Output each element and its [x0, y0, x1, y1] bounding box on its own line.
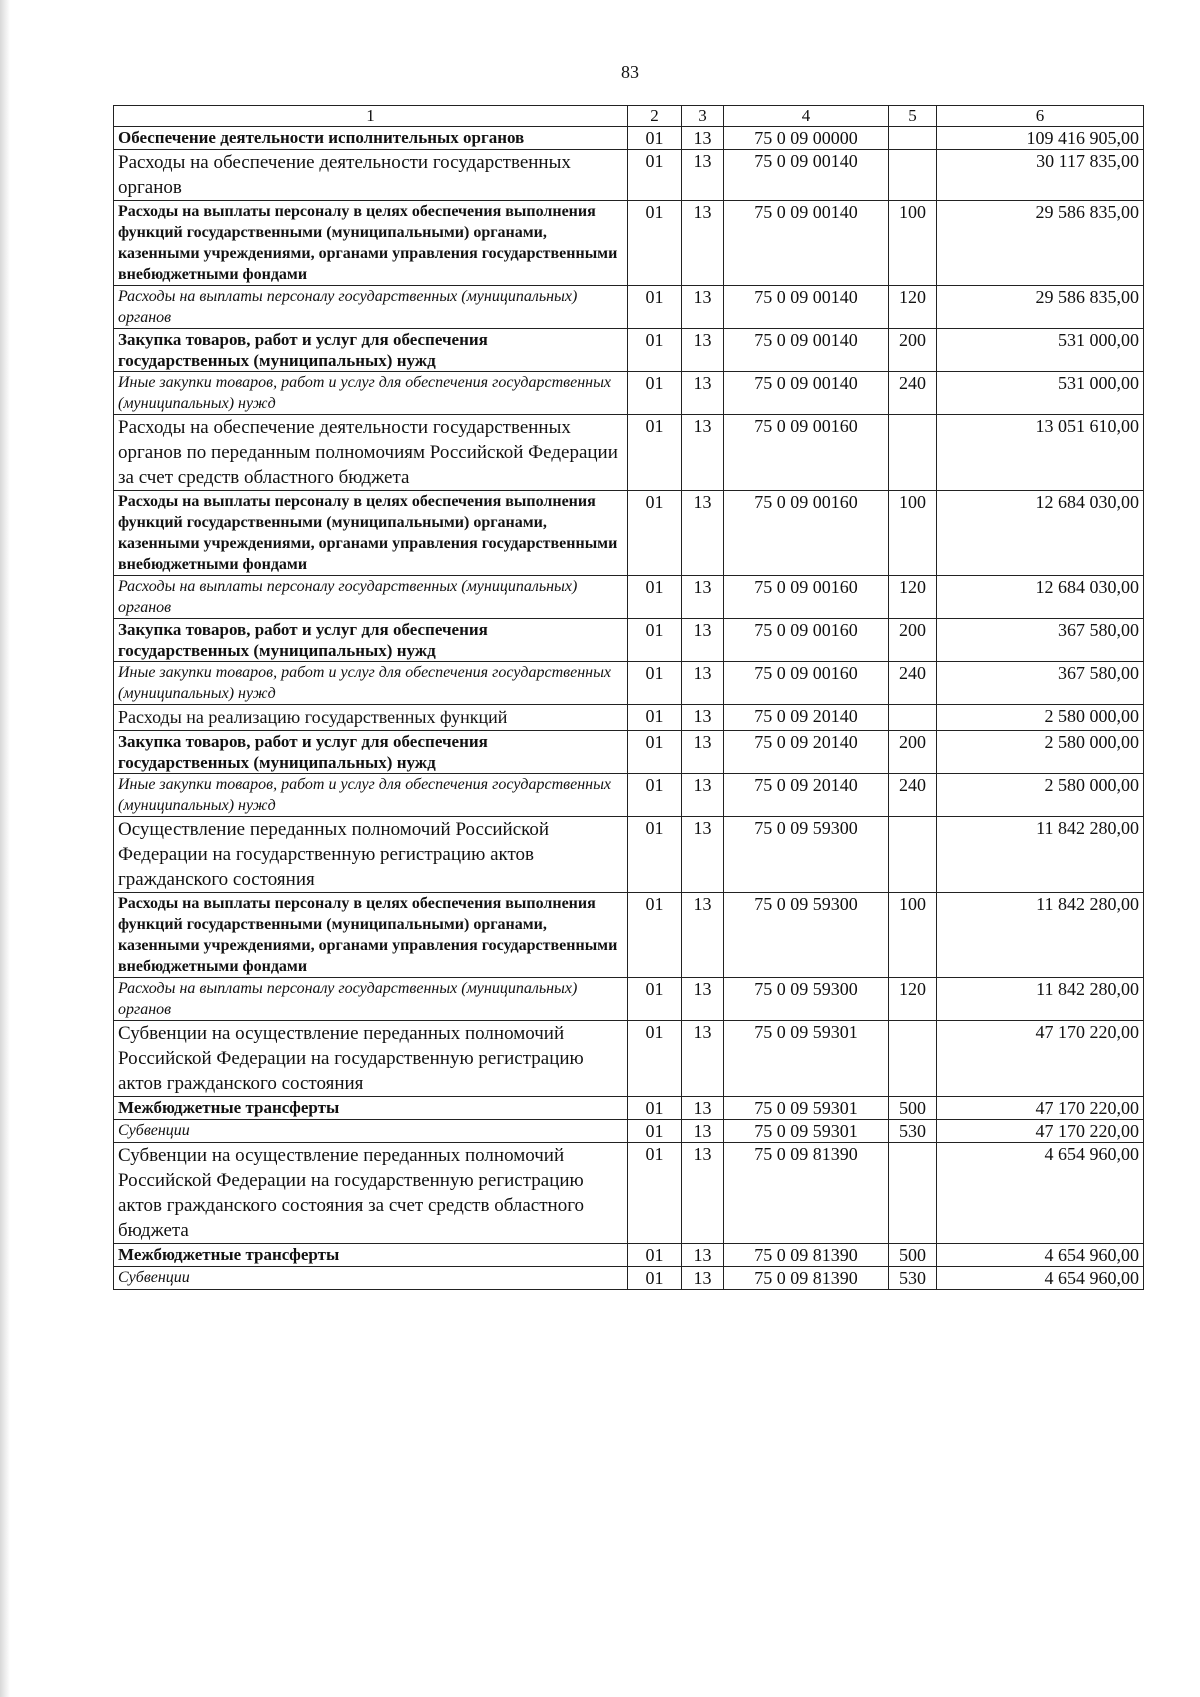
expense-type-code-cell: 240 — [889, 372, 937, 415]
header-cell-5: 5 — [889, 106, 937, 127]
subsection-code-cell: 13 — [682, 1267, 724, 1290]
table-row — [114, 893, 1144, 978]
table-row — [114, 415, 1144, 491]
subsection-code-cell: 13 — [682, 1120, 724, 1143]
amount-cell: 47 170 220,00 — [937, 1120, 1144, 1143]
expense-name-cell: Расходы на выплаты персоналу в целях обеспечения выполнения функций государственными (муниципальными) органами, казенными учреждениями, органами управления государственными внебюджетными фондами — [114, 491, 628, 576]
expense-type-code-cell — [889, 1143, 937, 1244]
amount-cell: 2 580 000,00 — [937, 705, 1144, 731]
target-article-code-cell: 75 0 09 59301 — [724, 1120, 889, 1143]
expense-name-cell: Субвенции — [114, 1267, 628, 1290]
expense-name-cell: Иные закупки товаров, работ и услуг для обеспечения государственных (муниципальных) нужд — [114, 662, 628, 705]
header-cell-1: 1 — [114, 106, 628, 127]
expense-type-code-cell: 100 — [889, 491, 937, 576]
section-code-cell: 01 — [628, 201, 682, 286]
table-row — [114, 1143, 1144, 1244]
target-article-code-cell: 75 0 09 20140 — [724, 731, 889, 774]
subsection-code-cell: 13 — [682, 774, 724, 817]
expense-type-code-cell: 240 — [889, 774, 937, 817]
expense-type-code-cell: 500 — [889, 1244, 937, 1267]
expense-type-code-cell: 120 — [889, 576, 937, 619]
amount-cell: 4 654 960,00 — [937, 1244, 1144, 1267]
expense-name-cell: Закупка товаров, работ и услуг для обеспечения государственных (муниципальных) нужд — [114, 329, 628, 372]
expense-name-cell: Расходы на выплаты персоналу в целях обеспечения выполнения функций государственными (муниципальными) органами, казенными учреждениями, органами управления государственными внебюджетными фондами — [114, 201, 628, 286]
subsection-code-cell: 13 — [682, 329, 724, 372]
target-article-code-cell: 75 0 09 00140 — [724, 329, 889, 372]
section-code-cell: 01 — [628, 1120, 682, 1143]
subsection-code-cell: 13 — [682, 576, 724, 619]
expense-type-code-cell — [889, 705, 937, 731]
target-article-code-cell: 75 0 09 81390 — [724, 1143, 889, 1244]
subsection-code-cell: 13 — [682, 978, 724, 1021]
section-code-cell: 01 — [628, 1267, 682, 1290]
amount-cell: 4 654 960,00 — [937, 1143, 1144, 1244]
table-row — [114, 286, 1144, 329]
target-article-code-cell: 75 0 09 00160 — [724, 491, 889, 576]
expense-name-cell: Иные закупки товаров, работ и услуг для обеспечения государственных (муниципальных) нужд — [114, 774, 628, 817]
section-code-cell: 01 — [628, 150, 682, 201]
target-article-code-cell: 75 0 09 00160 — [724, 662, 889, 705]
table-row — [114, 1244, 1144, 1267]
table-row — [114, 1097, 1144, 1120]
expense-type-code-cell: 120 — [889, 978, 937, 1021]
expense-type-code-cell: 100 — [889, 893, 937, 978]
subsection-code-cell: 13 — [682, 127, 724, 150]
amount-cell: 11 842 280,00 — [937, 978, 1144, 1021]
amount-cell: 29 586 835,00 — [937, 201, 1144, 286]
expense-name-cell: Субвенции — [114, 1120, 628, 1143]
table-row — [114, 201, 1144, 286]
amount-cell: 13 051 610,00 — [937, 415, 1144, 491]
header-cell-3: 3 — [682, 106, 724, 127]
table-header-row — [114, 106, 1144, 127]
target-article-code-cell: 75 0 09 59300 — [724, 893, 889, 978]
section-code-cell: 01 — [628, 286, 682, 329]
expense-type-code-cell — [889, 817, 937, 893]
table-row — [114, 705, 1144, 731]
expense-name-cell: Расходы на выплаты персоналу государственных (муниципальных) органов — [114, 576, 628, 619]
amount-cell: 47 170 220,00 — [937, 1021, 1144, 1097]
target-article-code-cell: 75 0 09 81390 — [724, 1244, 889, 1267]
subsection-code-cell: 13 — [682, 415, 724, 491]
subsection-code-cell: 13 — [682, 1097, 724, 1120]
subsection-code-cell: 13 — [682, 619, 724, 662]
amount-cell: 29 586 835,00 — [937, 286, 1144, 329]
section-code-cell: 01 — [628, 1244, 682, 1267]
table-row — [114, 731, 1144, 774]
expense-name-cell: Обеспечение деятельности исполнительных органов — [114, 127, 628, 150]
expense-name-cell: Субвенции на осуществление переданных полномочий Российской Федерации на государственную регистрацию актов гражданского состояния за счет средств областного бюджета — [114, 1143, 628, 1244]
expense-name-cell: Расходы на обеспечение деятельности государственных органов — [114, 150, 628, 201]
table-row — [114, 774, 1144, 817]
section-code-cell: 01 — [628, 329, 682, 372]
subsection-code-cell: 13 — [682, 150, 724, 201]
target-article-code-cell: 75 0 09 59301 — [724, 1097, 889, 1120]
table-row — [114, 978, 1144, 1021]
expense-name-cell: Межбюджетные трансферты — [114, 1097, 628, 1120]
amount-cell: 11 842 280,00 — [937, 893, 1144, 978]
expense-type-code-cell: 100 — [889, 201, 937, 286]
expense-type-code-cell: 530 — [889, 1267, 937, 1290]
expense-name-cell: Расходы на выплаты персоналу государственных (муниципальных) органов — [114, 978, 628, 1021]
budget-table — [113, 105, 1144, 1290]
table-row — [114, 576, 1144, 619]
amount-cell: 2 580 000,00 — [937, 774, 1144, 817]
subsection-code-cell: 13 — [682, 286, 724, 329]
target-article-code-cell: 75 0 09 00140 — [724, 286, 889, 329]
target-article-code-cell: 75 0 09 20140 — [724, 774, 889, 817]
section-code-cell: 01 — [628, 415, 682, 491]
subsection-code-cell: 13 — [682, 662, 724, 705]
section-code-cell: 01 — [628, 893, 682, 978]
header-cell-2: 2 — [628, 106, 682, 127]
section-code-cell: 01 — [628, 1021, 682, 1097]
section-code-cell: 01 — [628, 731, 682, 774]
scan-edge-shadow — [0, 0, 10, 1697]
subsection-code-cell: 13 — [682, 817, 724, 893]
amount-cell: 11 842 280,00 — [937, 817, 1144, 893]
table-row — [114, 372, 1144, 415]
amount-cell: 531 000,00 — [937, 329, 1144, 372]
expense-name-cell: Иные закупки товаров, работ и услуг для обеспечения государственных (муниципальных) нужд — [114, 372, 628, 415]
section-code-cell: 01 — [628, 817, 682, 893]
expense-type-code-cell: 120 — [889, 286, 937, 329]
target-article-code-cell: 75 0 09 00140 — [724, 372, 889, 415]
expense-name-cell: Расходы на реализацию государственных функций — [114, 705, 628, 731]
target-article-code-cell: 75 0 09 59301 — [724, 1021, 889, 1097]
section-code-cell: 01 — [628, 978, 682, 1021]
amount-cell: 47 170 220,00 — [937, 1097, 1144, 1120]
section-code-cell: 01 — [628, 372, 682, 415]
table-row — [114, 662, 1144, 705]
section-code-cell: 01 — [628, 127, 682, 150]
expense-type-code-cell — [889, 150, 937, 201]
subsection-code-cell: 13 — [682, 1143, 724, 1244]
target-article-code-cell: 75 0 09 59300 — [724, 817, 889, 893]
target-article-code-cell: 75 0 09 59300 — [724, 978, 889, 1021]
expense-type-code-cell — [889, 1021, 937, 1097]
expense-type-code-cell: 530 — [889, 1120, 937, 1143]
table-row — [114, 1021, 1144, 1097]
subsection-code-cell: 13 — [682, 705, 724, 731]
target-article-code-cell: 75 0 09 81390 — [724, 1267, 889, 1290]
expense-name-cell: Закупка товаров, работ и услуг для обеспечения государственных (муниципальных) нужд — [114, 731, 628, 774]
expense-type-code-cell: 200 — [889, 731, 937, 774]
table-row — [114, 127, 1144, 150]
expense-name-cell: Расходы на обеспечение деятельности государственных органов по переданным полномочиям Российской Федерации за счет средств областного бюджета — [114, 415, 628, 491]
target-article-code-cell: 75 0 09 00140 — [724, 150, 889, 201]
table-row — [114, 150, 1144, 201]
subsection-code-cell: 13 — [682, 893, 724, 978]
amount-cell: 109 416 905,00 — [937, 127, 1144, 150]
expense-name-cell: Субвенции на осуществление переданных полномочий Российской Федерации на государственную регистрацию актов гражданского состояния — [114, 1021, 628, 1097]
amount-cell: 367 580,00 — [937, 619, 1144, 662]
target-article-code-cell: 75 0 09 00000 — [724, 127, 889, 150]
header-cell-6: 6 — [937, 106, 1144, 127]
expense-name-cell: Закупка товаров, работ и услуг для обеспечения государственных (муниципальных) нужд — [114, 619, 628, 662]
page-number: 83 — [621, 62, 639, 82]
expense-name-cell: Расходы на выплаты персоналу государственных (муниципальных) органов — [114, 286, 628, 329]
section-code-cell: 01 — [628, 491, 682, 576]
amount-cell: 367 580,00 — [937, 662, 1144, 705]
amount-cell: 2 580 000,00 — [937, 731, 1144, 774]
expense-name-cell: Осуществление переданных полномочий Российской Федерации на государственную регистрацию актов гражданского состояния — [114, 817, 628, 893]
table-row — [114, 619, 1144, 662]
amount-cell: 12 684 030,00 — [937, 491, 1144, 576]
section-code-cell: 01 — [628, 662, 682, 705]
section-code-cell: 01 — [628, 619, 682, 662]
expense-type-code-cell — [889, 127, 937, 150]
expense-type-code-cell: 200 — [889, 329, 937, 372]
expense-type-code-cell: 200 — [889, 619, 937, 662]
table-row — [114, 1120, 1144, 1143]
subsection-code-cell: 13 — [682, 372, 724, 415]
section-code-cell: 01 — [628, 1097, 682, 1120]
table-row — [114, 817, 1144, 893]
section-code-cell: 01 — [628, 1143, 682, 1244]
amount-cell: 4 654 960,00 — [937, 1267, 1144, 1290]
table-row — [114, 329, 1144, 372]
subsection-code-cell: 13 — [682, 731, 724, 774]
expense-type-code-cell — [889, 415, 937, 491]
section-code-cell: 01 — [628, 774, 682, 817]
expense-name-cell: Расходы на выплаты персоналу в целях обеспечения выполнения функций государственными (муниципальными) органами, казенными учреждениями, органами управления государственными внебюджетными фондами — [114, 893, 628, 978]
subsection-code-cell: 13 — [682, 1244, 724, 1267]
section-code-cell: 01 — [628, 705, 682, 731]
target-article-code-cell: 75 0 09 00160 — [724, 576, 889, 619]
expense-type-code-cell: 240 — [889, 662, 937, 705]
target-article-code-cell: 75 0 09 00160 — [724, 619, 889, 662]
target-article-code-cell: 75 0 09 20140 — [724, 705, 889, 731]
subsection-code-cell: 13 — [682, 201, 724, 286]
table-row — [114, 1267, 1144, 1290]
expense-name-cell: Межбюджетные трансферты — [114, 1244, 628, 1267]
table-row — [114, 491, 1144, 576]
amount-cell: 12 684 030,00 — [937, 576, 1144, 619]
header-cell-4: 4 — [724, 106, 889, 127]
subsection-code-cell: 13 — [682, 491, 724, 576]
amount-cell: 30 117 835,00 — [937, 150, 1144, 201]
section-code-cell: 01 — [628, 576, 682, 619]
target-article-code-cell: 75 0 09 00140 — [724, 201, 889, 286]
expense-type-code-cell: 500 — [889, 1097, 937, 1120]
amount-cell: 531 000,00 — [937, 372, 1144, 415]
target-article-code-cell: 75 0 09 00160 — [724, 415, 889, 491]
subsection-code-cell: 13 — [682, 1021, 724, 1097]
